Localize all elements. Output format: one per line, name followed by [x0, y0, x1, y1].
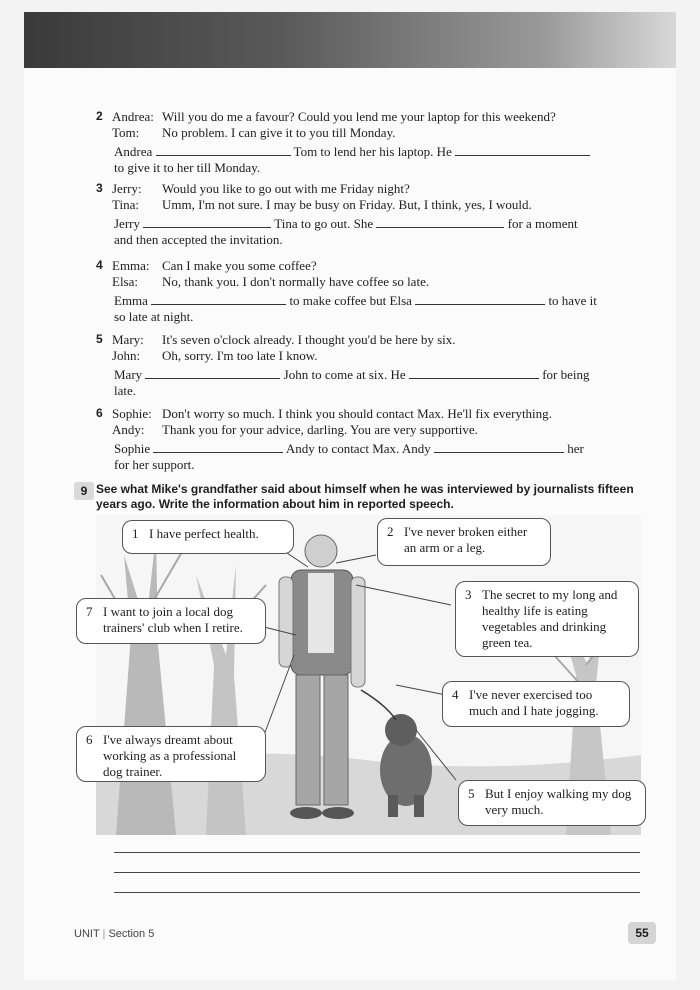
exercise-number: 5	[96, 332, 103, 346]
bubble-number: 6	[86, 732, 93, 747]
report-continuation: so late at night.	[114, 309, 194, 324]
exercise-number: 4	[96, 258, 103, 272]
answer-blank[interactable]	[156, 143, 291, 156]
report-end: for a moment	[507, 216, 578, 231]
header-bar	[24, 12, 676, 68]
bubble-text: I've never exercised too much and I hate jogging.	[469, 687, 599, 718]
page-footer: UNIT | Section 5	[74, 928, 155, 940]
speaker: Andy:	[112, 422, 145, 437]
dialogue-line: Umm, I'm not sure. I may be busy on Friday. But, I think, yes, I would.	[162, 197, 532, 212]
task-number-badge: 9	[74, 482, 94, 500]
exercise-3	[96, 180, 636, 250]
answer-blank[interactable]	[143, 215, 271, 228]
report-mid: Tom to lend her his laptop. He	[293, 144, 452, 159]
answer-blank[interactable]	[151, 292, 286, 305]
dialogue-line: Thank you for your advice, darling. You are very supportive.	[162, 422, 478, 437]
speech-bubble-1	[122, 520, 294, 554]
report-mid: John to come at six. He	[283, 367, 406, 382]
bubble-text: I've always dreamt about working as a professional dog trainer.	[103, 732, 237, 779]
dialogue-line: Will you do me a favour? Could you lend me your laptop for this weekend?	[162, 109, 556, 124]
report-mid: Andy to contact Max. Andy	[285, 441, 431, 456]
speech-bubble-6	[76, 726, 266, 782]
report-mid: Tina to go out. She	[274, 216, 374, 231]
speaker: John:	[112, 348, 141, 363]
exercise-6	[96, 405, 636, 475]
writing-line[interactable]	[114, 872, 640, 873]
report-mid: to make coffee but Elsa	[289, 293, 412, 308]
speaker: Tina:	[112, 197, 139, 212]
dialogue-line: No problem. I can give it to you till Monday.	[162, 125, 396, 140]
answer-blank[interactable]	[153, 440, 283, 453]
answer-blank[interactable]	[415, 292, 545, 305]
page-number: 55	[628, 922, 656, 944]
writing-line[interactable]	[114, 892, 640, 893]
answer-blank[interactable]	[455, 143, 590, 156]
bubble-text: I have perfect health.	[149, 526, 259, 541]
report-start: Emma	[114, 293, 148, 308]
bubble-text: I've never broken either an arm or a leg.	[404, 524, 528, 555]
section-label: Section 5	[108, 928, 155, 940]
speech-bubble-2	[377, 518, 551, 566]
dialogue-line: Can I make you some coffee?	[162, 258, 317, 273]
dialogue-line: Don't worry so much. I think you should contact Max. He'll fix everything.	[162, 406, 552, 421]
dialogue-line: No, thank you. I don't normally have coffee so late.	[162, 274, 430, 289]
dialogue-line: It's seven o'clock already. I thought you'd be here by six.	[162, 332, 456, 347]
bubble-text: I want to join a local dog trainers' club when I retire.	[103, 604, 243, 635]
speech-bubble-5	[458, 780, 646, 826]
report-continuation: to give it to her till Monday.	[114, 160, 261, 175]
exercise-number: 6	[96, 406, 103, 420]
exercise-number: 3	[96, 181, 103, 195]
speaker: Elsa:	[112, 274, 138, 289]
exercise-5	[96, 331, 636, 401]
writing-line[interactable]	[114, 852, 640, 853]
bubble-number: 2	[387, 524, 394, 539]
speaker: Andrea:	[112, 109, 154, 124]
dialogue-line: Would you like to go out with me Friday night?	[162, 181, 410, 196]
exercise-number: 2	[96, 109, 103, 123]
report-start: Sophie	[114, 441, 151, 456]
report-start: Andrea	[114, 144, 153, 159]
answer-blank[interactable]	[145, 366, 280, 379]
bubble-text: But I enjoy walking my dog very much.	[485, 786, 632, 817]
bubble-number: 7	[86, 604, 93, 619]
speaker: Sophie:	[112, 406, 152, 421]
report-end: to have it	[548, 293, 597, 308]
bubble-text: The secret to my long and healthy life is eating vegetables and drinking green tea.	[482, 587, 618, 650]
answer-blank[interactable]	[409, 366, 539, 379]
speaker: Mary:	[112, 332, 144, 347]
bubble-number: 4	[452, 687, 459, 702]
speaker: Tom:	[112, 125, 140, 140]
exercise-4	[96, 257, 636, 327]
answer-blank[interactable]	[434, 440, 564, 453]
report-end: her	[567, 441, 584, 456]
exercise-2	[96, 108, 636, 178]
task-instruction: See what Mike's grandfather said about himself when he was interviewed by journalists fifteen years ago. Write the information about him in reported speech.	[96, 482, 634, 511]
bubble-number: 1	[132, 526, 139, 541]
report-continuation: late.	[114, 383, 137, 398]
bubble-number: 3	[465, 587, 472, 602]
speaker: Emma:	[112, 258, 150, 273]
report-continuation: and then accepted the invitation.	[114, 232, 283, 247]
speech-bubble-7	[76, 598, 266, 644]
report-end: for being	[542, 367, 590, 382]
speech-bubble-4	[442, 681, 630, 727]
report-start: Mary	[114, 367, 143, 382]
bubble-number: 5	[468, 786, 475, 801]
report-start: Jerry	[114, 216, 140, 231]
dialogue-line: Oh, sorry. I'm too late I know.	[162, 348, 318, 363]
report-continuation: for her support.	[114, 457, 195, 472]
speaker: Jerry:	[112, 181, 142, 196]
unit-label: UNIT	[74, 928, 100, 940]
speech-bubble-3	[455, 581, 639, 657]
answer-blank[interactable]	[376, 215, 504, 228]
